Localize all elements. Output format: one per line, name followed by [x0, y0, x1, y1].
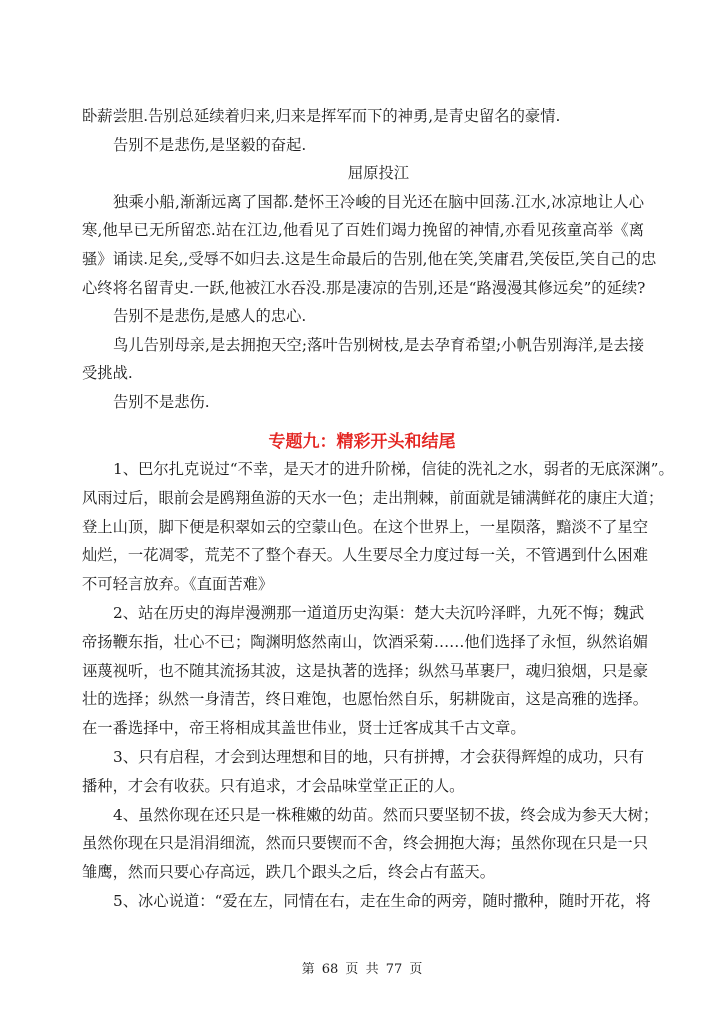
page-number: 第 68 页 共 77 页 — [301, 962, 423, 977]
text-line: 风雨过后，眼前会是鸥翔鱼游的天水一色；走出荆棘，前面就是铺满鲜花的康庄大道； — [82, 488, 664, 507]
text-line: 在一番选择中，帝王将相成其盖世伟业，贤士迁客成其千古文章。 — [82, 719, 526, 738]
text-line: 寒,他早已无所留恋.站在江边,他看见了百姓们竭力挽留的神情,亦看见孩童高举《离 — [82, 221, 644, 240]
text-line: 卧薪尝胆.告别总延续着归来,归来是挥军而下的神勇,是青史留名的豪情. — [82, 107, 561, 125]
paragraph — [82, 743, 644, 801]
paragraph — [82, 302, 644, 331]
text-line: 2、站在历史的海岸漫溯那一道道历史沟渠：楚大夫沉吟泽畔，九死不悔；魏武 — [113, 603, 644, 622]
text-line: 1、巴尔扎克说过“不幸，是天才的进升阶梯，信徒的洗礼之水，弱者的无底深渊”。 — [113, 460, 674, 478]
paragraph — [82, 388, 644, 417]
text-line: 登上山顶，脚下便是积翠如云的空蒙山色。在这个世界上，一星陨落，黯淡不了星空 — [82, 517, 648, 536]
text-line: 雏鹰，然而只要心存高远，跌几个跟头之后，终会占有蓝天。 — [82, 863, 496, 882]
essay-section-openings — [82, 455, 674, 916]
paragraph — [82, 188, 657, 302]
text-line: 独乘小船,渐渐远离了国都.楚怀王冷峻的目光还在脑中回荡.江水,冰凉地让人心 — [113, 192, 644, 211]
paragraph — [82, 102, 644, 131]
text-line: 受挑战. — [82, 364, 133, 383]
text-line: 播种，才会有收获。只有追求，才会品味堂堂正正的人。 — [82, 776, 465, 795]
essay-section-farewell — [82, 102, 657, 417]
text-line: 告别不是悲伤. — [113, 392, 210, 411]
paragraph — [82, 599, 648, 743]
text-line: 告别不是悲伤,是感人的忠心. — [113, 307, 307, 326]
paragraph — [82, 131, 644, 160]
text-line: 屈原投江 — [347, 164, 410, 183]
text-line: 心终将名留青史.一跃,他被江水吞没.那是凄凉的告别,还是“路漫漫其修远矣”的延续? — [82, 278, 646, 297]
text-line: 4、虽然你现在还只是一株稚嫩的幼苗。然而只要坚韧不拔，终会成为参天大树； — [113, 805, 659, 824]
text-line: 帝扬鞭东指，壮心不已；陶渊明悠然南山，饮酒采菊……他们选择了永恒，纵然谄媚 — [82, 632, 648, 651]
text-line: 壮的选择；纵然一身清苦，终日难饱，也愿怡然自乐，躬耕陇亩，这是高雅的选择。 — [82, 690, 648, 709]
paragraph — [82, 455, 674, 599]
text-line: 5、冰心说道：“爱在左，同情在右，走在生命的两旁，随时撒种，随时开花，将 — [113, 891, 651, 910]
text-line: 灿烂，一花凋零，荒芜不了整个春天。人生要尽全力度过每一关，不管遇到什么困难 — [82, 546, 648, 565]
text-line: 诬蔑视听，也不随其流扬其波，这是执著的选择；纵然马革裹尸，魂归狼烟，只是豪 — [82, 661, 648, 680]
paragraph — [82, 331, 644, 388]
text-line: 虽然你现在只是涓涓细流，然而只要锲而不舍，终会拥抱大海；虽然你现在只是一只 — [82, 834, 648, 853]
text-line: 鸟儿告别母亲,是去拥抱天空;落叶告别树枝,是去孕育希望;小帆告别海洋,是去接 — [113, 335, 644, 354]
section-heading: 专题九：精彩开头和结尾 — [268, 432, 456, 452]
text-line: 骚》诵读.足矣,,受辱不如归去.这是生命最后的告别,他在笑,笑庸君,笑佞臣,笑自己的忠 — [82, 249, 657, 268]
subheading — [82, 159, 644, 188]
paragraph — [82, 887, 651, 916]
paragraph — [82, 801, 659, 887]
text-line: 3、只有启程，才会到达理想和目的地，只有拼搏，才会获得辉煌的成功，只有 — [113, 747, 644, 766]
text-line: 告别不是悲伤,是坚毅的奋起. — [113, 135, 307, 154]
text-line: 不可轻言放弃。《直面苦难》 — [82, 575, 274, 594]
